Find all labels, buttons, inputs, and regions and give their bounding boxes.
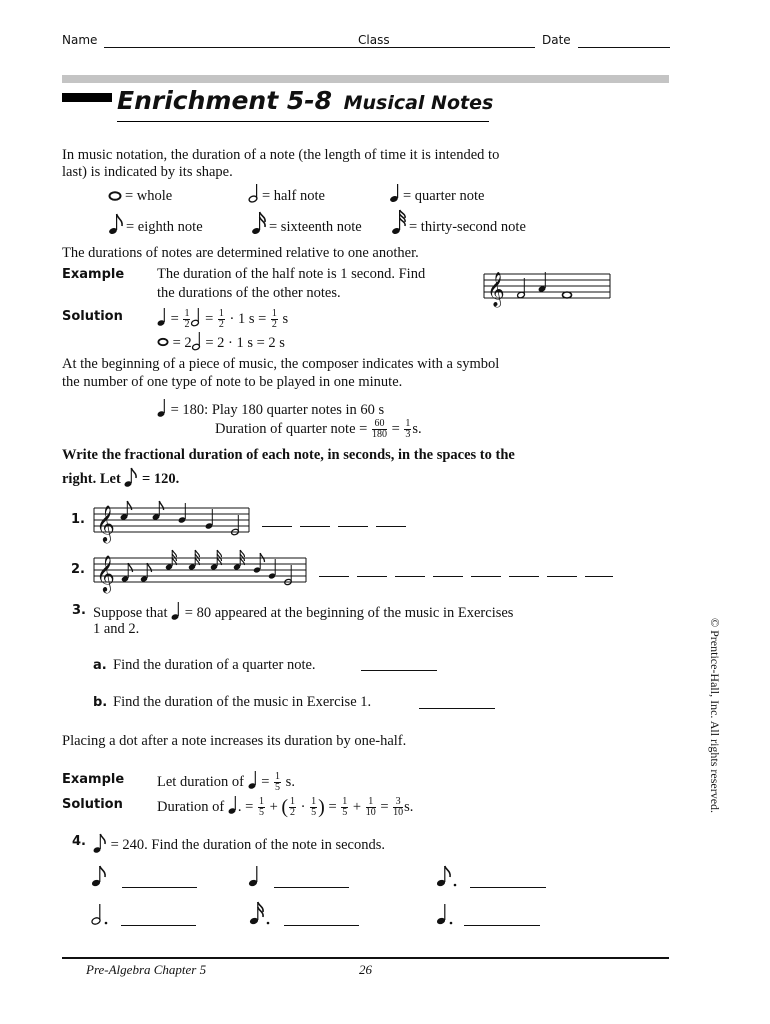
quarter-note-icon bbox=[157, 307, 167, 327]
whole-note-icon bbox=[157, 337, 169, 347]
exercise3-suppose: Suppose that bbox=[93, 605, 168, 621]
fraction-one-fifth: $\frac{1}{5}$ bbox=[311, 796, 317, 819]
sixteenth-note-icon bbox=[251, 210, 269, 236]
title-block bbox=[117, 86, 493, 115]
example2-unit: s. bbox=[285, 774, 295, 790]
composer-duration bbox=[215, 419, 422, 440]
solution1-eq-a: = bbox=[170, 311, 179, 327]
instructions-let: right. Let bbox=[62, 471, 121, 487]
exercise3-line1 bbox=[93, 601, 513, 623]
open-paren: ( bbox=[281, 796, 289, 818]
example2-let: Let duration of bbox=[157, 774, 244, 790]
composer-play-text: = 180: Play 180 quarter notes in 60 s bbox=[170, 402, 385, 418]
solution1-eq-c: · 1 s = bbox=[229, 311, 267, 327]
composer-duration-text: Duration of quarter note = bbox=[215, 420, 368, 437]
fraction-one-half: $\frac{1}{2}$ bbox=[290, 796, 296, 819]
whole-note-icon bbox=[108, 188, 122, 202]
solution2-dot: · bbox=[300, 799, 306, 815]
example-staff bbox=[484, 268, 610, 307]
quarter-note-icon bbox=[228, 795, 238, 815]
relative-text: The durations of notes are determined relative to one another. bbox=[62, 245, 419, 261]
answer-blank[interactable] bbox=[395, 575, 425, 577]
sixteenth-label: = sixteenth note bbox=[269, 219, 362, 235]
exercise2-number: 2. bbox=[71, 562, 85, 577]
composer-play bbox=[157, 398, 384, 420]
exercise4-text bbox=[93, 832, 385, 855]
title-rule bbox=[117, 121, 489, 122]
solution1-label: Solution bbox=[62, 309, 123, 324]
example1-line1: The duration of the half note is 1 second. Find bbox=[157, 266, 426, 282]
exercise1-number: 1. bbox=[71, 512, 85, 527]
answer-blank[interactable] bbox=[547, 575, 577, 577]
answer-blank[interactable] bbox=[585, 575, 613, 577]
answer-blank[interactable] bbox=[300, 525, 330, 527]
answer-blank[interactable] bbox=[319, 575, 349, 577]
thirty-second-label: = thirty-second note bbox=[409, 219, 526, 235]
exercise4-answer-blank[interactable] bbox=[274, 886, 349, 888]
fraction-one-third: $\frac{1}{3}$ bbox=[405, 418, 411, 440]
quarter-note-icon bbox=[157, 398, 167, 418]
exercise4-answer-blank[interactable] bbox=[470, 886, 546, 888]
example2-eq: = bbox=[261, 774, 270, 790]
exercise2-answers bbox=[319, 575, 619, 577]
exercise1-answers bbox=[262, 525, 412, 527]
header-divider-bar bbox=[62, 75, 669, 83]
composer-line2: the number of one type of note to be played in one minute. bbox=[62, 374, 403, 390]
fraction-one-tenth: $\frac{1}{10}$ bbox=[365, 796, 376, 819]
exercise3a-answer-blank[interactable] bbox=[361, 669, 437, 671]
instructions-line2 bbox=[62, 466, 179, 489]
half-note-icon bbox=[248, 182, 262, 204]
composer-unit: s. bbox=[412, 420, 422, 437]
dotted-eighth-note-icon bbox=[436, 864, 460, 888]
title-bar bbox=[62, 93, 112, 102]
exercise3b-label: b. bbox=[93, 695, 108, 710]
example1-label: Example bbox=[62, 267, 125, 282]
eighth-note-icon bbox=[93, 832, 107, 854]
page-subtitle: Musical Notes bbox=[343, 92, 494, 114]
fraction-one-half: $\frac{1}{2}$ bbox=[218, 308, 224, 331]
svg-text:𝄞: 𝄞 bbox=[487, 272, 505, 307]
exercise3b-text: Find the duration of the music in Exercise 1. bbox=[113, 694, 372, 710]
exercise3-number: 3. bbox=[72, 603, 86, 618]
exercise4-answer-blank[interactable] bbox=[122, 886, 197, 888]
footer-book: Pre-Algebra Chapter 5 bbox=[86, 962, 207, 977]
class-blank[interactable] bbox=[395, 46, 535, 48]
header-row bbox=[62, 33, 672, 49]
solution2-unit: s. bbox=[404, 799, 414, 815]
solution1-eq-d: s bbox=[282, 311, 289, 327]
svg-text:𝄞: 𝄞 bbox=[96, 554, 115, 592]
exercise4-prompt: = 240. Find the duration of the note in seconds. bbox=[110, 837, 385, 853]
answer-blank[interactable] bbox=[471, 575, 501, 577]
fraction-60-180: $\frac{60}{180}$ bbox=[371, 418, 387, 440]
example1-line2: the durations of the other notes. bbox=[157, 285, 341, 301]
exercise4-answer-blank[interactable] bbox=[121, 924, 196, 926]
footer-page-number: 26 bbox=[359, 962, 372, 977]
fraction-one-fifth: $\frac{1}{5}$ bbox=[258, 796, 264, 819]
solution2-text bbox=[157, 795, 413, 818]
quarter-note-icon bbox=[171, 601, 181, 621]
fraction-three-tenths: $\frac{3}{10}$ bbox=[393, 796, 404, 819]
answer-blank[interactable] bbox=[376, 525, 406, 527]
solution2-label: Solution bbox=[62, 797, 123, 812]
solution2-plus: + bbox=[269, 799, 278, 815]
solution1-eq-e: = 2 bbox=[172, 335, 192, 351]
fraction-one-fifth: $\frac{1}{5}$ bbox=[342, 796, 348, 819]
exercise4-number: 4. bbox=[72, 834, 86, 849]
dot-text: Placing a dot after a note increases its duration by one-half. bbox=[62, 733, 407, 749]
eighth-note-icon bbox=[108, 212, 126, 236]
svg-text:𝄞: 𝄞 bbox=[96, 504, 115, 542]
solution2-dot-eq: . = bbox=[237, 799, 254, 815]
instructions-120: = 120. bbox=[142, 471, 180, 487]
exercise3a-text: Find the duration of a quarter note. bbox=[113, 657, 316, 673]
instructions-line1: Write the fractional duration of each note, in seconds, in the spaces to the bbox=[62, 447, 515, 463]
fraction-one-fifth: $\frac{1}{5}$ bbox=[275, 771, 281, 794]
date-blank[interactable] bbox=[578, 46, 670, 48]
composer-equals: = bbox=[391, 420, 400, 437]
answer-blank[interactable] bbox=[357, 575, 387, 577]
solution1-eq-f: = 2 · 1 s = 2 s bbox=[205, 335, 285, 351]
solution1-eq-b: = bbox=[205, 311, 214, 327]
quarter-note-icon bbox=[248, 864, 260, 888]
dotted-quarter-note-icon bbox=[436, 902, 458, 926]
solution1-line1 bbox=[157, 307, 288, 330]
quarter-note-icon bbox=[248, 770, 258, 790]
exercise3-tempo-text: = 80 appeared at the beginning of the music in Exercises bbox=[184, 605, 514, 621]
exercise4-answer-blank[interactable] bbox=[284, 924, 359, 926]
half-note-icon bbox=[192, 331, 202, 351]
close-paren: ) bbox=[318, 796, 325, 818]
exercise3b-answer-blank[interactable] bbox=[419, 707, 495, 709]
half-note-icon bbox=[191, 307, 201, 327]
composer-line1: At the beginning of a piece of music, the composer indicates with a symbol bbox=[62, 356, 500, 372]
eighth-note-icon bbox=[91, 864, 107, 888]
fraction-one-half: $\frac{1}{2}$ bbox=[271, 308, 277, 331]
dotted-sixteenth-note-icon bbox=[249, 900, 275, 926]
answer-blank[interactable] bbox=[433, 575, 463, 577]
thirty-second-note-icon bbox=[391, 208, 409, 236]
footer-rule bbox=[62, 957, 669, 959]
exercise3a-label: a. bbox=[93, 658, 107, 673]
eighth-note-icon bbox=[124, 466, 138, 488]
solution2-eq: = bbox=[328, 799, 337, 815]
intro-line-1: In music notation, the duration of a note (the length of time it is intended to bbox=[62, 147, 500, 163]
example2-text bbox=[157, 770, 295, 793]
example2-label: Example bbox=[62, 772, 125, 787]
page-title: Enrichment 5-8 bbox=[117, 86, 333, 115]
answer-blank[interactable] bbox=[338, 525, 368, 527]
exercise3-line2: 1 and 2. bbox=[93, 621, 140, 637]
exercise4-answer-blank[interactable] bbox=[464, 924, 540, 926]
solution2-plus2: + bbox=[352, 799, 362, 815]
dotted-half-note-icon bbox=[91, 902, 113, 926]
eighth-label: = eighth note bbox=[126, 219, 203, 235]
exercise2-staff bbox=[94, 548, 306, 592]
whole-label: = whole bbox=[125, 188, 173, 204]
exercise1-staff bbox=[94, 500, 249, 542]
copyright-notice: © Prentice-Hall, Inc. All rights reserved. bbox=[708, 618, 722, 814]
quarter-note-icon bbox=[389, 182, 403, 204]
answer-blank[interactable] bbox=[509, 575, 539, 577]
solution1-line2 bbox=[157, 331, 285, 353]
intro-line-2: last) is indicated by its shape. bbox=[62, 164, 233, 180]
class-label: Class bbox=[358, 33, 390, 47]
half-label: = half note bbox=[262, 188, 325, 204]
name-label: Name bbox=[62, 33, 98, 47]
solution2-eq2: = bbox=[380, 799, 389, 815]
fraction-one-half: $\frac{1}{2}$ bbox=[184, 308, 190, 331]
answer-blank[interactable] bbox=[262, 525, 292, 527]
solution2-duration: Duration of bbox=[157, 799, 225, 815]
date-label: Date bbox=[542, 33, 571, 47]
quarter-label: = quarter note bbox=[403, 188, 485, 204]
